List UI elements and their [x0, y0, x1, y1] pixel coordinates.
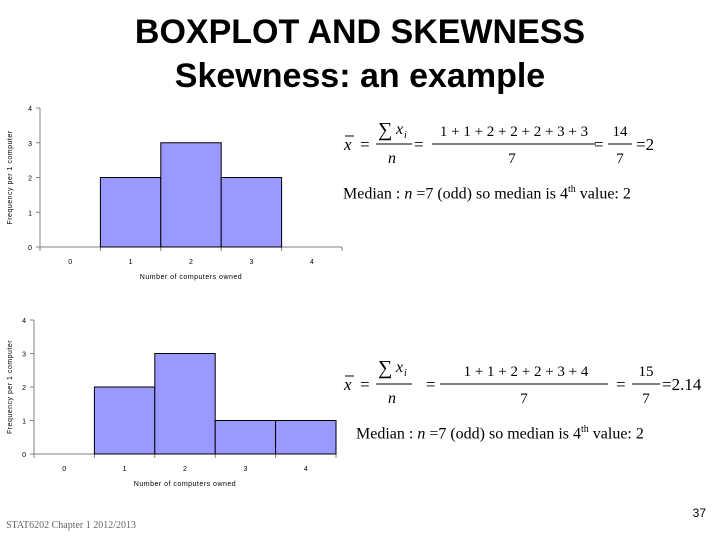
xi-symbol: x — [396, 121, 404, 138]
median-mid: =7 (odd) so median is 4 — [425, 425, 581, 443]
subscript-i: i — [404, 368, 407, 379]
equals-sign: = — [360, 135, 370, 154]
equals-sign: = — [426, 375, 436, 394]
subscript-i: i — [404, 130, 407, 141]
fraction-numerator: 15 — [638, 364, 654, 380]
histogram-chart-2 — [0, 308, 350, 493]
equals-sign: = — [360, 375, 370, 394]
x-tick-label: 1 — [122, 466, 127, 473]
fraction-denominator: 7 — [642, 391, 650, 407]
denominator: 7 — [520, 391, 528, 407]
y-tick-label: 2 — [22, 385, 26, 392]
histogram-bar — [276, 421, 336, 455]
fraction-denominator: 7 — [616, 151, 624, 167]
x-tick-label: 3 — [249, 259, 254, 266]
x-tick-label: 4 — [309, 259, 314, 266]
n-symbol: n — [388, 150, 396, 167]
y-tick-label: 4 — [28, 106, 32, 113]
sigma-symbol: ∑ — [378, 357, 393, 379]
y-tick-label: 1 — [22, 418, 26, 426]
numerator-sum: 1 + 1 + 2 + 2 + 2 + 3 + 3 — [439, 124, 589, 140]
mean-formula-1 — [340, 108, 690, 183]
x-tick-label: 0 — [62, 466, 67, 473]
histogram-bar — [215, 421, 275, 455]
x-tick-label: 0 — [68, 259, 73, 266]
x-axis-label: Number of computers owned — [133, 481, 237, 488]
median-label: Median : — [356, 425, 418, 443]
histogram-bar — [221, 178, 281, 248]
n-symbol: n — [388, 390, 396, 407]
median-text-2 — [356, 424, 644, 443]
mean-result: =2.14 — [662, 375, 702, 394]
x-axis-label: Number of computers owned — [139, 274, 243, 281]
histogram-bar — [155, 354, 215, 455]
median-mid: =7 (odd) so median is 4 — [412, 185, 568, 203]
median-value: value: 2 — [575, 185, 631, 203]
y-tick-label: 4 — [22, 318, 26, 325]
median-value: value: 2 — [588, 425, 644, 443]
ordinal-suffix: th — [581, 424, 589, 435]
sigma-symbol: ∑ — [378, 119, 393, 141]
slide-subtitle: Skewness: an example — [174, 57, 546, 95]
xbar-symbol: x — [344, 375, 352, 394]
equals-sign: = — [594, 135, 604, 154]
histogram-bar — [161, 143, 221, 247]
footer-text: STAT6202 Chapter 1 2012/2013 — [6, 520, 137, 531]
mean-formula-2 — [340, 348, 710, 423]
median-text-1 — [343, 184, 631, 203]
histogram-bar — [94, 387, 154, 454]
y-axis-label: Frequency per 1 computer — [7, 130, 14, 225]
ordinal-suffix: th — [568, 184, 576, 195]
numerator-sum: 1 + 1 + 2 + 2 + 3 + 4 — [463, 364, 589, 380]
y-tick-label: 0 — [28, 245, 32, 252]
x-tick-label: 3 — [243, 466, 248, 473]
histogram-chart-1 — [0, 100, 350, 285]
median-label: Median : — [343, 185, 405, 203]
fraction-numerator: 14 — [612, 124, 628, 140]
mean-result: =2 — [636, 135, 655, 154]
y-axis-label: Frequency per 1 computer — [7, 339, 14, 435]
xi-symbol: x — [396, 359, 404, 376]
y-tick-label: 0 — [22, 452, 26, 459]
equals-sign: = — [616, 375, 626, 394]
equals-sign: = — [414, 135, 424, 154]
y-tick-label: 1 — [28, 210, 32, 218]
denominator: 7 — [508, 151, 516, 167]
slide-title: BOXPLOT AND SKEWNESS — [134, 13, 586, 51]
y-tick-label: 3 — [28, 140, 32, 148]
x-tick-label: 2 — [183, 466, 187, 473]
y-tick-label: 2 — [28, 175, 32, 183]
n-symbol: n — [404, 185, 413, 203]
xbar-symbol: x — [344, 135, 352, 154]
x-tick-label: 4 — [303, 466, 308, 473]
x-tick-label: 2 — [189, 259, 193, 266]
x-tick-label: 1 — [128, 259, 133, 266]
histogram-bar — [100, 178, 160, 248]
n-symbol: n — [417, 425, 426, 443]
page-number: 37 — [692, 506, 706, 520]
y-tick-label: 3 — [22, 351, 26, 359]
